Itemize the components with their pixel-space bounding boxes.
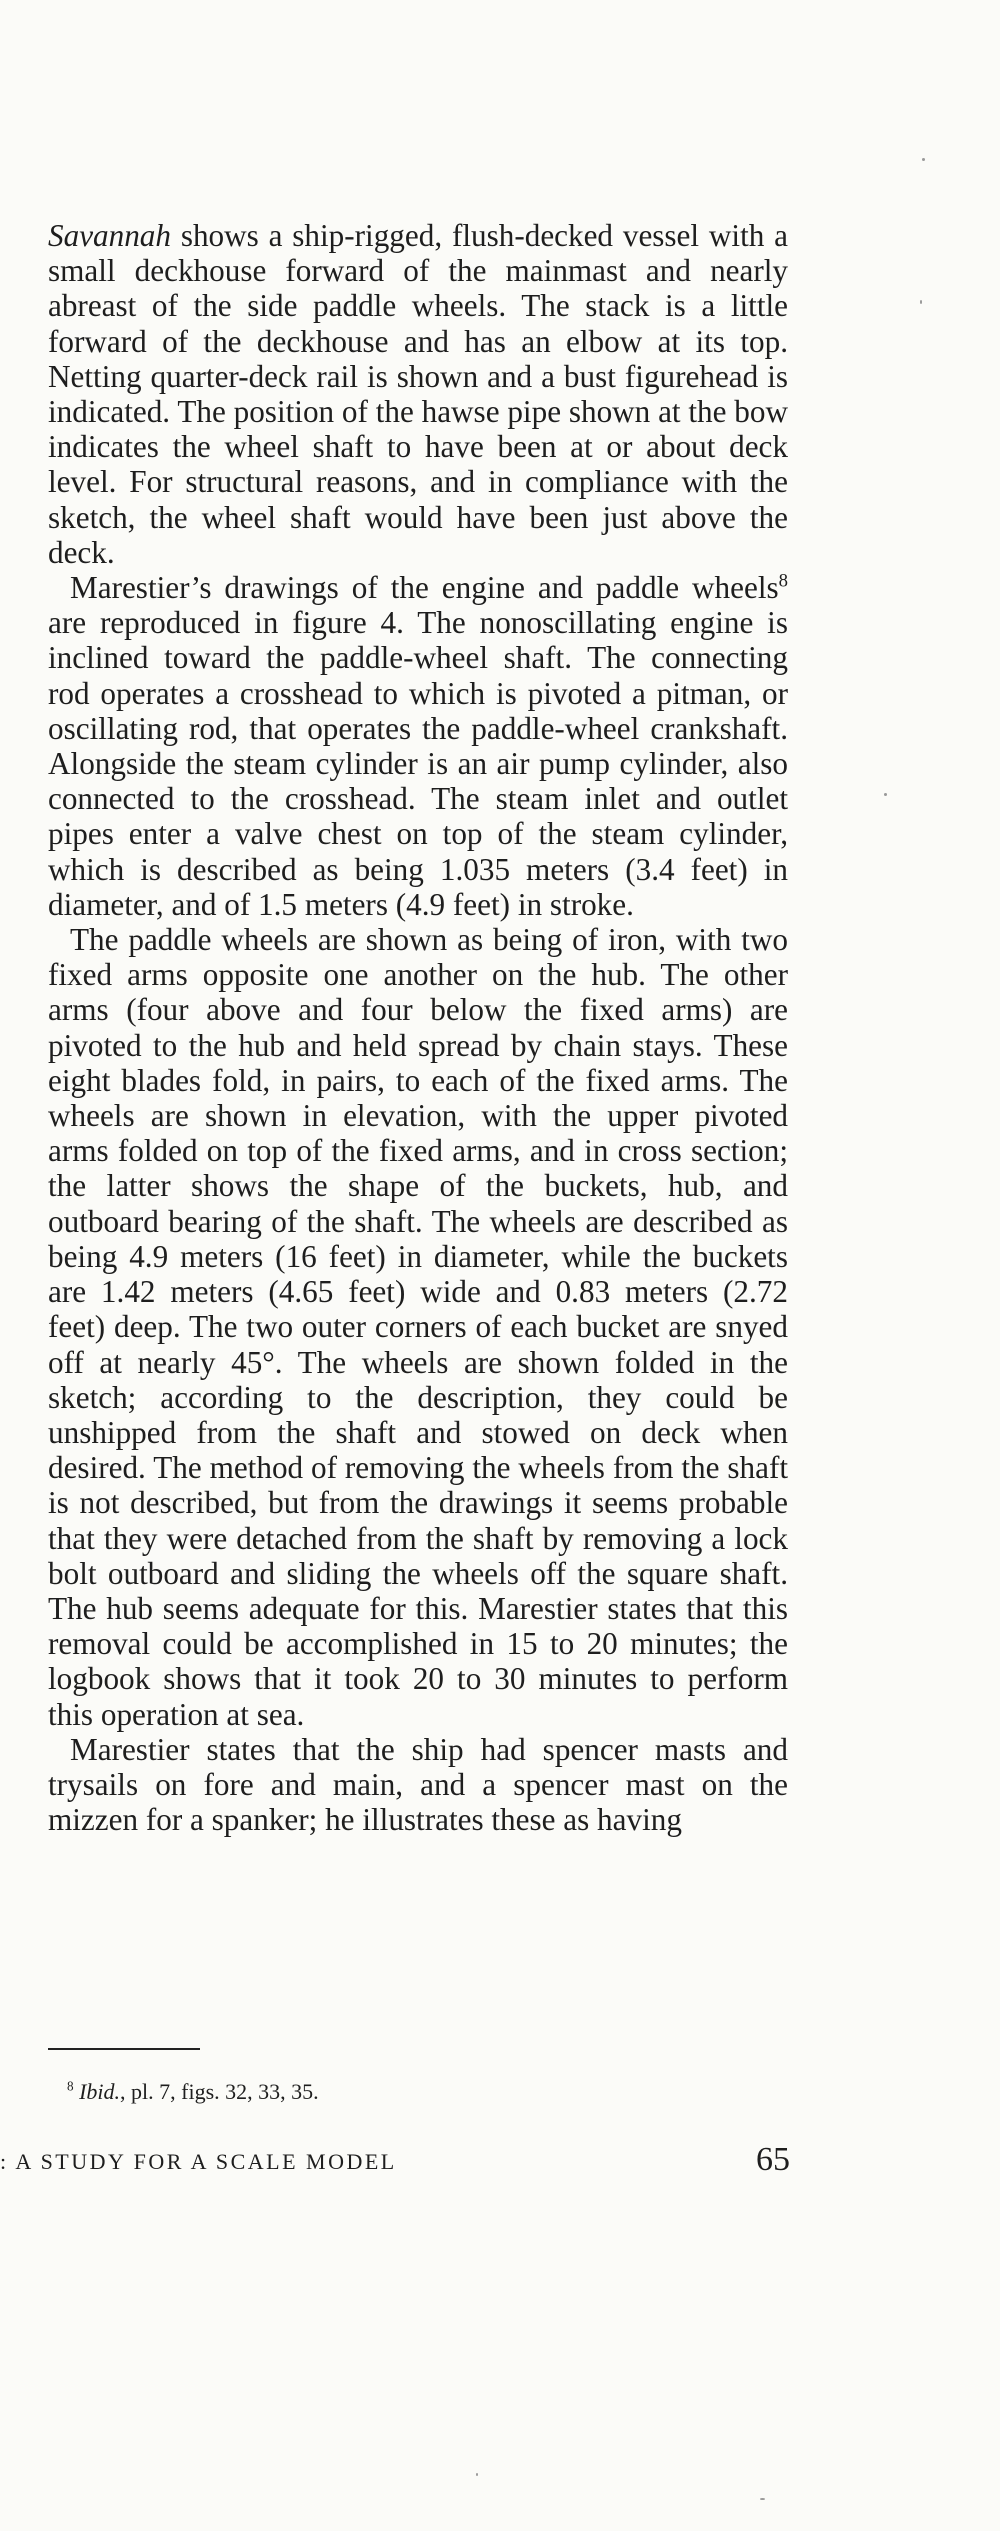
footnote bbox=[67, 2079, 319, 2105]
ship-name: Savannah bbox=[48, 218, 171, 253]
page-number: 65 bbox=[756, 2141, 790, 2178]
running-head: : A STUDY FOR A SCALE MODEL bbox=[0, 2149, 397, 2174]
paragraph-1-text: shows a ship-rigged, flush-decked vessel with a small deckhouse forward of the mainmast and nearly abreast of the side paddle wheels. The stack is a little forward of the deckhouse and has an elbow at its top. Netting quarter-deck rail is shown and a bust figurehead is indicated. The position of the hawse pipe shown at the bow indicates the wheel shaft to have been at or about deck level. For structural reasons, and in compliance with the sketch, the wheel shaft would have been just above the deck. bbox=[48, 218, 788, 570]
scan-speck bbox=[922, 158, 925, 161]
footnote-reference: 8 bbox=[778, 570, 788, 592]
footnote-number: 8 bbox=[67, 2078, 74, 2094]
scan-speck bbox=[476, 2473, 478, 2476]
paragraph-2-text-after: are reproduced in figure 4. The nonoscillating engine is inclined toward the paddle-wheel shaft. The connecting rod operates a crosshead to which is pivoted a pitman, or oscillating rod, that operates the paddle-wheel crankshaft. Alongside the steam cylinder is an air pump cylinder, also connected to the crosshead. The steam inlet and outlet pipes enter a valve chest on top of the steam cylinder, which is described as being 1.035 meters (3.4 feet) in diameter, and of 1.5 meters (4.9 feet) in stroke. bbox=[48, 605, 788, 922]
scan-speck bbox=[920, 300, 922, 304]
paragraph-4 bbox=[48, 1732, 788, 1838]
page-footer bbox=[0, 2141, 790, 2191]
paragraph-2 bbox=[48, 570, 788, 922]
paragraph-2-text-before: Marestier’s drawings of the engine and paddle wheels bbox=[70, 570, 779, 606]
paragraph-1 bbox=[48, 218, 788, 570]
scan-speck bbox=[884, 793, 887, 796]
body-text bbox=[48, 218, 788, 1837]
footnote-source: Ibid. bbox=[79, 2079, 121, 2104]
paragraph-3 bbox=[48, 922, 788, 1732]
footnote-divider bbox=[48, 2048, 200, 2050]
paragraph-3-text: The paddle wheels are shown as being of iron, with two fixed arms opposite one another on the hub. The other arms (four above and four below the fixed arms) are pivoted to the hub and held spread by chain stays. These eight blades fold, in pairs, to each of the fixed arms. The wheels are shown in elevation, with the upper pivoted arms folded on top of the fixed arms, and in cross section; the latter shows the shape of the buckets, hub, and outboard bearing of the shaft. The wheels are described as being 4.9 meters (16 feet) in diameter, while the buckets are 1.42 meters (4.65 feet) wide and 0.83 meters (2.72 feet) deep. The two outer corners of each bucket are snyed off at nearly 45°. The wheels are shown folded in the sketch; according to the description, they could be unshipped from the shaft and stowed on deck when desired. The method of removing the wheels from the shaft is not described, but from the drawings it seems probable that they were detached from the shaft by removing a lock bolt outboard and sliding the wheels off the square shaft. The hub seems adequate for this. Marestier states that this removal could be accomplished in 15 to 20 minutes; the logbook shows that it took 20 to 30 minutes to perform this operation at sea. bbox=[48, 922, 788, 1732]
paragraph-4-text: Marestier states that the ship had spencer masts and trysails on fore and main, and a spencer mast on the mizzen for a spanker; he illustrates these as having bbox=[48, 1731, 788, 1838]
footnote-detail: , pl. 7, figs. 32, 33, 35. bbox=[120, 2079, 319, 2104]
scan-speck bbox=[760, 2498, 765, 2500]
